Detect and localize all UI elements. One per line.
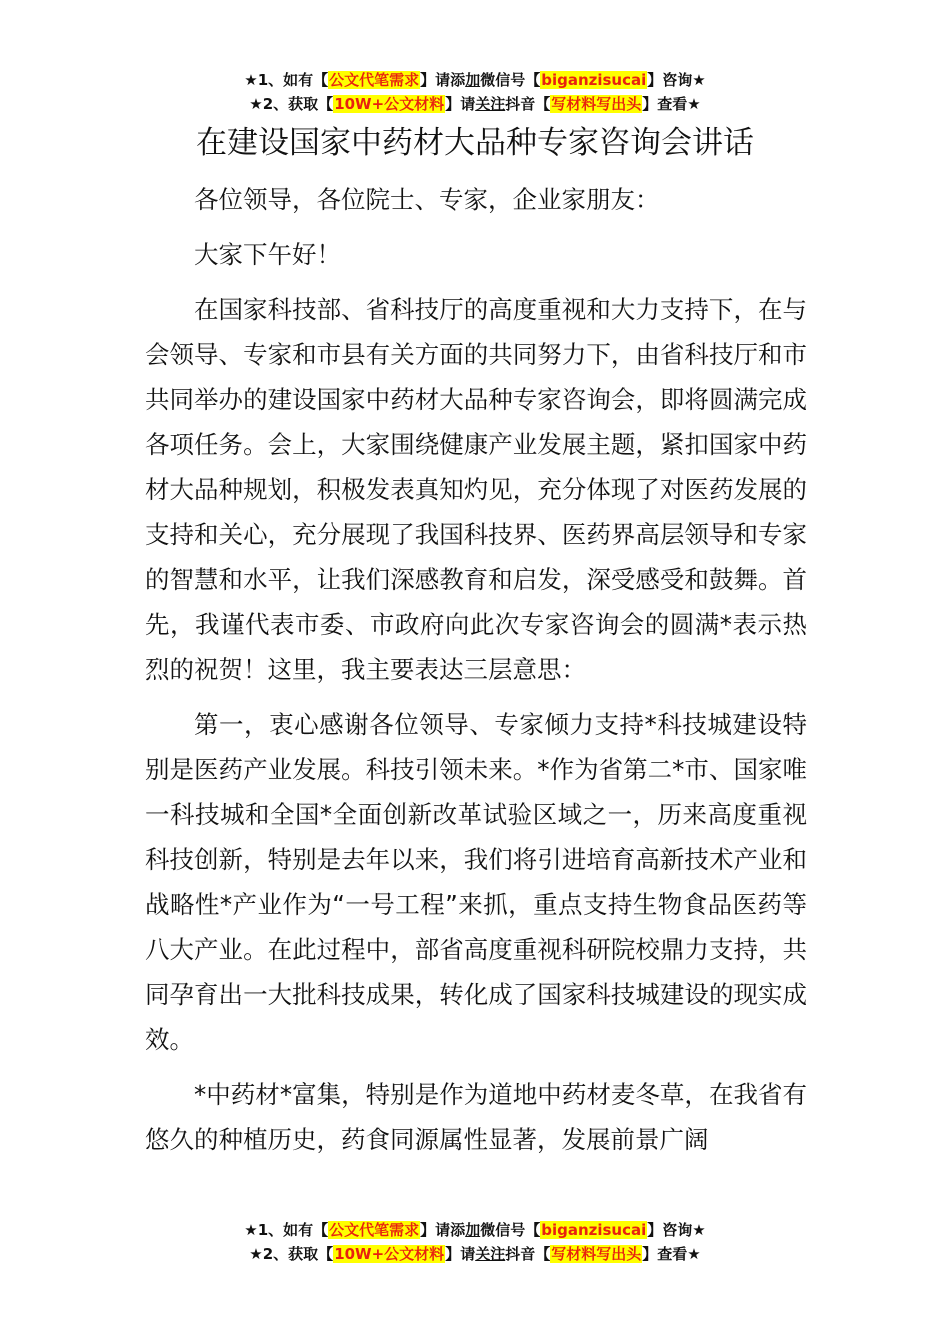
promo-highlight: 10W+公文材料: [334, 1245, 445, 1263]
promo-text: 微信号【: [480, 1221, 541, 1239]
document-title: 在建设国家中药材大品种专家咨询会讲话: [196, 125, 754, 161]
promo-line-2: [0, 92, 950, 116]
body-paragraph: 第一，衷心感谢各位领导、专家倾力支持*科技城建设特别是医药产业发展。科技引领未来。*作为省第二*市、国家唯一科技城和全国*全面创新改革试验区域之一，历来高度重视科技创新，特别是去年以来，我们将引进培育高新技术产业和战略性*产业作为“一号工程”来抓，重点支持生物食品医药等八大产业。在此过程中，部省高度重视科研院校鼎力支持，共同孕育出一大批科技成果，转化成了国家科技城建设的现实成效。: [145, 710, 807, 1054]
promo-text: 】请: [445, 95, 476, 113]
promo-text: ★1、如有【: [244, 71, 329, 89]
promo-text: 】查看★: [642, 95, 701, 113]
promo-line-1: [0, 68, 950, 92]
promo-text: 】请添: [420, 1221, 466, 1239]
body-paragraph: 在国家科技部、省科技厅的高度重视和大力支持下，在与会领导、专家和市县有关方面的共同努力下，由省科技厅和市共同举办的建设国家中药材大品种专家咨询会，即将圆满完成各项任务。会上，大家围绕健康产业发展主题，紧扣国家中药材大品种规划，积极发表真知灼见，充分体现了对医药发展的支持和关心，充分展现了我国科技界、医药界高层领导和专家的智慧和水平，让我们深感教育和启发，深受感受和鼓舞。首先，我谨代表市委、市政府向此次专家咨询会的圆满*表示热烈的祝贺！这里，我主要表达三层意思：: [145, 295, 807, 684]
promo-text: ★1、如有【: [244, 1221, 329, 1239]
promo-highlight: 10W+公文材料: [334, 95, 445, 113]
footer-promo-banner: [0, 1218, 950, 1266]
promo-line-1: [0, 1218, 950, 1242]
promo-wechat-id: biganzisucai: [541, 1221, 647, 1239]
promo-text: 】咨询★: [647, 71, 706, 89]
promo-text: 微信号【: [480, 71, 541, 89]
promo-underlined: 关注: [475, 1245, 506, 1263]
body-paragraph: *中药材*富集，特别是作为道地中药材麦冬草，在我省有悠久的种植历史，药食同源属性显著，发展前景广阔: [145, 1080, 807, 1154]
promo-text: 抖音【: [505, 95, 551, 113]
promo-underlined: 关注: [475, 95, 506, 113]
promo-text: 】咨询★: [647, 1221, 706, 1239]
promo-douyin-name: 写材料写出头: [551, 1245, 642, 1263]
promo-text: ★2、获取【: [249, 1245, 334, 1263]
promo-underlined: 加: [465, 1221, 481, 1239]
greeting-paragraph: 大家下午好！: [194, 240, 341, 269]
promo-text: ★2、获取【: [249, 95, 334, 113]
promo-highlight: 公文代笔需求: [329, 71, 420, 89]
promo-wechat-id: biganzisucai: [541, 71, 647, 89]
promo-underlined: 加: [465, 71, 481, 89]
promo-text: 】请: [445, 1245, 476, 1263]
promo-text: 抖音【: [505, 1245, 551, 1263]
promo-douyin-name: 写材料写出头: [551, 95, 642, 113]
salutation-paragraph: 各位领导，各位院士、专家，企业家朋友：: [194, 185, 660, 214]
promo-line-2: [0, 1242, 950, 1266]
document-body: [145, 177, 807, 1172]
promo-text: 】请添: [420, 71, 466, 89]
header-promo-banner: [0, 68, 950, 116]
promo-text: 】查看★: [642, 1245, 701, 1263]
promo-highlight: 公文代笔需求: [329, 1221, 420, 1239]
